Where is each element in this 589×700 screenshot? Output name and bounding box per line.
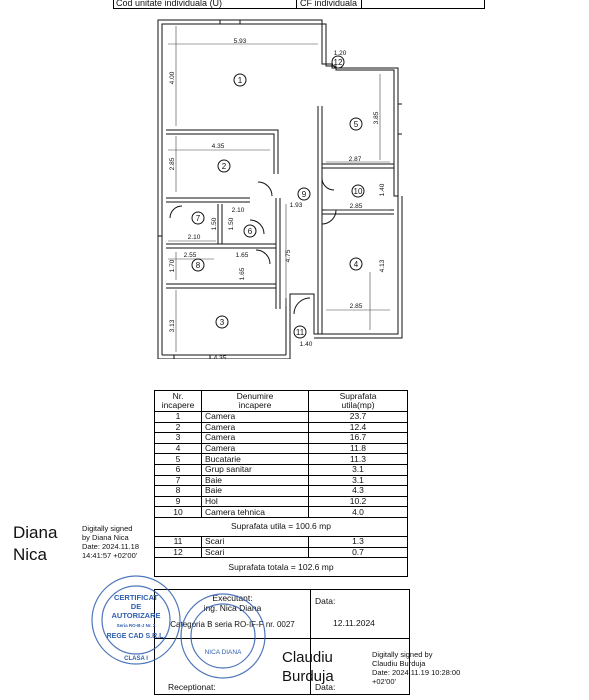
room-number: 5 [353,120,359,129]
cell-nr: 1 [155,412,202,423]
grand-total: Suprafata totala = 102.6 mp [155,558,408,577]
cell-nr: 12 [155,547,202,558]
sig-left-line: Date: 2024.11.18 [82,542,139,551]
cell-name: Camera tehnica [202,507,309,518]
room-number: 10 [353,187,363,196]
cell-nr: 6 [155,464,202,475]
table-row [155,547,408,558]
executant-date-cell [311,590,409,639]
room-number: 4 [353,260,359,269]
dim-label: 2.85 [169,157,176,171]
wall-hall-left [276,198,280,309]
door-arc-7 [294,298,310,314]
stamp-outer-ring [92,576,180,664]
dim-label: 1.93 [289,202,303,209]
outer-wall-bottom-left [158,236,290,359]
receptionat-label: Receptionat: [168,682,216,692]
signer-right-last: Burduja [282,668,334,685]
cell-nr: 3 [155,433,202,444]
cell-area: 3.1 [309,464,408,475]
cell-nr: 7 [155,475,202,486]
date-label: Data: [315,596,336,606]
stamp-graphic [78,574,278,684]
table-row [155,507,408,518]
header-right-text: CF individuala [300,0,358,8]
executant-name: ing. Nica Diana [203,603,262,613]
dim-label: 2.10 [187,234,201,241]
table-row [155,433,408,444]
cell-area: 23.7 [309,412,408,423]
stamp-personal-inner [191,604,255,668]
table-row [155,422,408,433]
executant-date: 12.11.2024 [333,618,375,628]
dim-label: 2.55 [183,252,197,259]
door-arc-2 [170,206,182,218]
floor-plan [150,14,410,359]
dim-label: 1.65 [239,267,246,281]
cell-nr: 8 [155,486,202,497]
cell-area: 4.3 [309,486,408,497]
stamp-line1: CERTIFICAT [113,593,159,602]
cell-name: Hol [202,496,309,507]
cell-nr: 5 [155,454,202,465]
sig-right-line: Date: 2024.11.19 10:28:00 [372,668,461,677]
wall-kitchen-bottom [322,164,394,168]
cell-name: Grup sanitar [202,464,309,475]
useful-total-row [155,517,408,536]
cell-area: 16.7 [309,433,408,444]
dim-label: 3.13 [169,319,176,333]
header-strip [113,0,485,9]
cell-area: 10.2 [309,496,408,507]
stamp-personal-ring [181,594,265,678]
cell-area: 11.8 [309,443,408,454]
wall-room8-room3 [166,284,276,288]
stamp-line3: AUTORIZARE [111,611,161,620]
sig-left-line: Digitally signed [82,524,133,533]
wall-hall-right [318,106,322,334]
signer-left-last: Nica [13,545,48,564]
cell-name: Camera [202,422,309,433]
table-row [155,486,408,497]
header-divider-2 [361,0,362,8]
cell-area: 3.1 [309,475,408,486]
room-number: 9 [301,190,307,199]
room-number: 2 [221,162,227,171]
cell-area: 0.7 [309,547,408,558]
table-row [155,536,408,547]
wall-room7-room8 [166,244,276,248]
room-number: 3 [219,318,225,327]
signer-right-first: Claudiu [282,649,333,666]
cell-area: 1.3 [309,536,408,547]
window-marks [174,20,402,359]
cell-nr: 4 [155,443,202,454]
door-arc-4 [256,250,270,264]
room-number: 12 [333,58,343,67]
room-number: 1 [237,76,243,85]
cell-name: Camera [202,433,309,444]
table-row [155,412,408,423]
wall-room10-room4 [322,210,394,214]
table-header-row [155,391,408,412]
dim-label: 1.40 [379,183,386,197]
cell-name: Baie [202,486,309,497]
sig-left-line: 14:41:57 +02'00' [82,551,138,560]
executant-label: Executant: [212,593,253,603]
cell-nr: 10 [155,507,202,518]
sig-left-line: by Diana Nica [82,533,129,542]
dim-label: 2.85 [349,203,363,210]
receptionat-date-label: Data: [315,682,336,692]
cell-name: Camera [202,443,309,454]
dim-label: 4.13 [379,259,386,273]
stamp-company: REGE CAD S.R.L. [106,633,166,640]
cell-name: Scari [202,547,309,558]
table-row [155,464,408,475]
room-number: 7 [195,214,201,223]
col-header-name: Denumire incapere [202,391,309,412]
col-header-area: Suprafata utila(mp) [309,391,408,412]
dim-label: 2.87 [348,156,362,163]
dim-label: 4.35 [211,143,225,150]
signer-left-name [13,522,57,566]
cell-nr: 9 [155,496,202,507]
room-number: 8 [195,261,201,270]
dim-label: 1.40 [299,341,313,348]
table-row [155,454,408,465]
wall-room2-room7 [166,198,250,202]
dim-label: 4.35 [213,355,227,359]
dim-label: 1.70 [169,259,176,273]
stamp-line2: DE [130,602,142,611]
signer-left-first: Diana [13,523,58,542]
signature-right-details [372,650,460,686]
dim-label: 1.20 [333,50,347,57]
cell-area: 11.3 [309,454,408,465]
dim-label: 4.00 [169,71,176,85]
dim-label: 1.50 [211,217,218,231]
dim-label: 3.85 [373,111,380,125]
dim-label: 1.65 [235,252,249,259]
dim-label: 4.75 [285,249,292,263]
rooms-table [154,390,408,577]
cell-nr: 2 [155,422,202,433]
sig-right-line: Digitally signed by [372,650,433,659]
signature-left-details [82,524,139,560]
door-arc-1 [258,182,272,196]
useful-total: Suprafata utila = 100.6 mp [155,517,408,536]
header-divider [296,0,297,8]
cell-name: Bucatarie [202,454,309,465]
table-row [155,496,408,507]
cell-name: Baie [202,475,309,486]
table-row [155,443,408,454]
room-number: 11 [295,328,305,337]
wall-room7-room6 [218,204,222,244]
dim-label: 1.50 [228,217,235,231]
dim-label: 2.85 [349,303,363,310]
signer-right-name [282,648,334,686]
cell-area: 12.4 [309,422,408,433]
dim-label: 2.10 [231,207,245,214]
stamp-clasa: CLASA I [124,656,148,662]
door-arc-5 [322,210,336,224]
cell-nr: 11 [155,536,202,547]
sig-right-line: Claudiu Burduja [372,659,426,668]
stamp-person: NICA DIANA [204,649,242,656]
stamp-line4: Seria RO-B-J Nr. 2 [116,623,156,628]
cell-name: Camera [202,412,309,423]
room-number: 6 [247,227,253,236]
header-left-text: Cod unitate individuala (U) [116,0,223,8]
dim-label: 5.93 [233,38,247,45]
cell-area: 4.0 [309,507,408,518]
sig-right-line: +02'00' [372,677,396,686]
door-arc-6 [322,178,334,190]
executant-category: Categoria B seria RO-IF-F nr. 0027 [170,620,295,629]
table-row [155,475,408,486]
col-header-nr: Nr. incapere [155,391,202,412]
cell-name: Scari [202,536,309,547]
